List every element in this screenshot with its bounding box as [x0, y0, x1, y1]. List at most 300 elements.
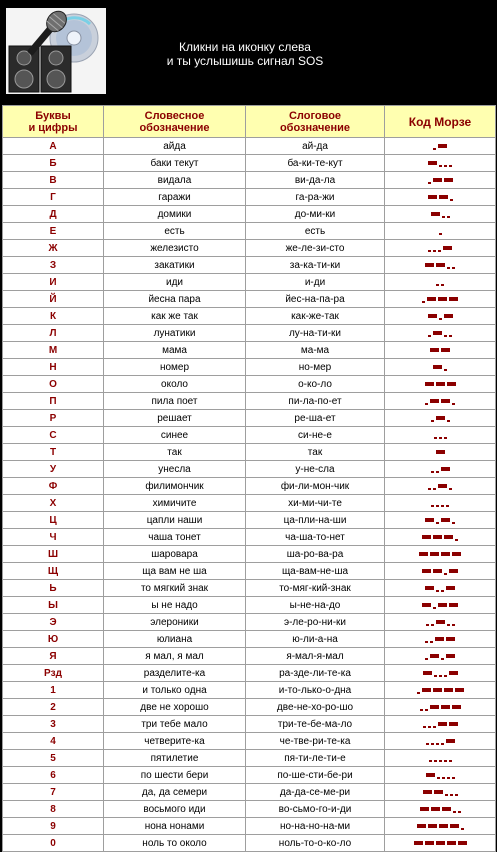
- letter-cell: Ю: [3, 631, 104, 648]
- syllable-cell: я-мал-я-мал: [246, 648, 385, 665]
- morse-dot: [417, 692, 420, 694]
- morse-dot: [420, 709, 423, 711]
- morse-dash: [423, 790, 432, 794]
- word-cell: элероники: [104, 614, 246, 631]
- letter-cell: М: [3, 342, 104, 359]
- header-letters: Буквы и цифры: [3, 106, 104, 138]
- morse-dash: [436, 263, 445, 267]
- morse-dot: [441, 284, 444, 286]
- table-row: [3, 427, 496, 444]
- table-row: [3, 138, 496, 155]
- morse-symbol: [422, 600, 458, 610]
- morse-symbol: [422, 294, 458, 304]
- morse-dash: [438, 603, 447, 607]
- syllable-cell: же-ле-зи-сто: [246, 240, 385, 257]
- header-morse-code: Код Морзе: [385, 106, 496, 138]
- morse-symbol: [431, 209, 450, 219]
- morse-dash: [438, 144, 447, 148]
- letter-cell: В: [3, 172, 104, 189]
- word-cell: унесла: [104, 461, 246, 478]
- morse-dot: [461, 828, 464, 830]
- morse-code-cell: [385, 427, 496, 444]
- morse-dot: [452, 267, 455, 269]
- table-row: [3, 597, 496, 614]
- morse-code-cell: [385, 376, 496, 393]
- syllable-cell: си-не-е: [246, 427, 385, 444]
- morse-symbol: [433, 362, 447, 372]
- morse-dot: [426, 743, 429, 745]
- table-body: [3, 138, 496, 852]
- morse-symbol: [423, 719, 458, 729]
- morse-dot: [431, 471, 434, 473]
- morse-code-cell: [385, 444, 496, 461]
- table-row: [3, 563, 496, 580]
- letter-cell: 5: [3, 750, 104, 767]
- morse-dash: [434, 790, 443, 794]
- syllable-cell: ба-ки-те-кут: [246, 155, 385, 172]
- table-row: [3, 682, 496, 699]
- morse-dot: [428, 488, 431, 490]
- syllable-cell: хи-ми-чи-те: [246, 495, 385, 512]
- letter-cell: У: [3, 461, 104, 478]
- morse-code-cell: [385, 563, 496, 580]
- table-row: [3, 172, 496, 189]
- morse-dash: [436, 416, 445, 420]
- morse-code-cell: [385, 614, 496, 631]
- speakers-cd-microphone-icon[interactable]: [6, 8, 106, 94]
- morse-dash: [444, 688, 453, 692]
- morse-dash: [436, 620, 445, 624]
- morse-dot: [434, 760, 437, 762]
- letter-cell: Ф: [3, 478, 104, 495]
- word-cell: домики: [104, 206, 246, 223]
- word-cell: йесна пара: [104, 291, 246, 308]
- table-row: [3, 410, 496, 427]
- morse-dot: [446, 505, 449, 507]
- morse-dot: [449, 488, 452, 490]
- morse-dot: [436, 284, 439, 286]
- morse-dot: [447, 216, 450, 218]
- morse-dot: [428, 726, 431, 728]
- morse-dot: [436, 590, 439, 592]
- morse-code-cell: [385, 682, 496, 699]
- morse-dash: [443, 246, 452, 250]
- morse-dash: [430, 705, 439, 709]
- morse-dash: [450, 824, 459, 828]
- morse-dot: [453, 811, 456, 813]
- morse-dot: [442, 216, 445, 218]
- morse-code-cell: [385, 818, 496, 835]
- morse-dash: [433, 331, 442, 335]
- letter-cell: А: [3, 138, 104, 155]
- morse-dash: [444, 178, 453, 182]
- morse-dot: [436, 743, 439, 745]
- morse-dash: [422, 688, 431, 692]
- header-word: Словесное обозначение: [104, 106, 246, 138]
- morse-dot: [423, 726, 426, 728]
- table-row: [3, 801, 496, 818]
- morse-dash: [449, 569, 458, 573]
- table-row: [3, 767, 496, 784]
- table-row: [3, 291, 496, 308]
- morse-symbol: [430, 345, 450, 355]
- sos-hint: [135, 40, 355, 68]
- morse-code-cell: [385, 359, 496, 376]
- table-row: [3, 665, 496, 682]
- letter-cell: Ц: [3, 512, 104, 529]
- table-row: [3, 512, 496, 529]
- morse-symbol: [426, 617, 455, 627]
- morse-dash: [430, 399, 439, 403]
- morse-code-cell: [385, 733, 496, 750]
- morse-code-cell: [385, 138, 496, 155]
- table-row: [3, 614, 496, 631]
- letter-cell: З: [3, 257, 104, 274]
- morse-dot: [433, 726, 436, 728]
- morse-dot: [444, 165, 447, 167]
- morse-dot: [426, 624, 429, 626]
- morse-dash: [446, 739, 455, 743]
- syllable-cell: ша-ро-ва-ра: [246, 546, 385, 563]
- morse-dash: [422, 569, 431, 573]
- morse-dash: [449, 671, 458, 675]
- morse-dash: [433, 535, 442, 539]
- morse-dot: [436, 522, 439, 524]
- morse-dot: [444, 437, 447, 439]
- morse-symbol: [436, 447, 445, 457]
- morse-dot: [444, 335, 447, 337]
- word-cell: химичите: [104, 495, 246, 512]
- morse-code-cell: [385, 699, 496, 716]
- morse-symbol: [423, 787, 458, 797]
- table-row: [3, 308, 496, 325]
- morse-dash: [431, 212, 440, 216]
- syllable-cell: так: [246, 444, 385, 461]
- hint-line-1: Кликни на иконку слева: [179, 40, 311, 54]
- morse-dash: [433, 178, 442, 182]
- morse-code-cell: [385, 835, 496, 852]
- table-row: [3, 750, 496, 767]
- letter-cell: Г: [3, 189, 104, 206]
- letter-cell: 1: [3, 682, 104, 699]
- morse-dot: [445, 794, 448, 796]
- word-cell: мама: [104, 342, 246, 359]
- morse-symbol: [419, 549, 461, 559]
- morse-code-cell: [385, 784, 496, 801]
- morse-dot: [452, 777, 455, 779]
- table-row: [3, 529, 496, 546]
- word-cell: пила поет: [104, 393, 246, 410]
- morse-dash: [428, 824, 437, 828]
- morse-dash: [446, 586, 455, 590]
- letter-cell: Ж: [3, 240, 104, 257]
- word-cell: иди: [104, 274, 246, 291]
- syllable-cell: до-ми-ки: [246, 206, 385, 223]
- morse-symbol: [431, 464, 450, 474]
- syllable-cell: ца-пли-на-ши: [246, 512, 385, 529]
- morse-symbol: [422, 532, 458, 542]
- morse-dash: [420, 807, 429, 811]
- morse-dash: [428, 161, 437, 165]
- table-row: [3, 274, 496, 291]
- morse-dot: [444, 675, 447, 677]
- table-row: [3, 580, 496, 597]
- morse-dot: [449, 760, 452, 762]
- letter-cell: 3: [3, 716, 104, 733]
- syllable-cell: йес-на-па-ра: [246, 291, 385, 308]
- morse-dash: [430, 654, 439, 658]
- morse-symbol: [425, 379, 456, 389]
- morse-dot: [450, 794, 453, 796]
- morse-dash: [441, 467, 450, 471]
- morse-symbol: [420, 702, 461, 712]
- morse-dash: [417, 824, 426, 828]
- morse-dot: [428, 182, 431, 184]
- morse-code-cell: [385, 716, 496, 733]
- table-row: [3, 257, 496, 274]
- syllable-cell: лу-на-ти-ки: [246, 325, 385, 342]
- morse-dot: [433, 488, 436, 490]
- morse-symbol: [428, 158, 452, 168]
- syllable-cell: ноль-то-о-ко-ло: [246, 835, 385, 852]
- morse-dot: [436, 505, 439, 507]
- morse-dash: [414, 841, 423, 845]
- morse-symbol: [436, 277, 444, 287]
- letter-cell: Й: [3, 291, 104, 308]
- morse-dash: [439, 195, 448, 199]
- morse-dash: [428, 195, 437, 199]
- morse-dash: [423, 671, 432, 675]
- morse-code-cell: [385, 410, 496, 427]
- morse-dot: [425, 403, 428, 405]
- morse-dot: [449, 165, 452, 167]
- morse-code-cell: [385, 155, 496, 172]
- word-cell: около: [104, 376, 246, 393]
- letter-cell: Д: [3, 206, 104, 223]
- morse-dash: [425, 518, 434, 522]
- word-cell: ща вам не ша: [104, 563, 246, 580]
- letter-cell: Р: [3, 410, 104, 427]
- word-cell: ы не надо: [104, 597, 246, 614]
- letter-cell: 0: [3, 835, 104, 852]
- morse-code-cell: [385, 240, 496, 257]
- table-row: [3, 716, 496, 733]
- morse-code-table: [2, 105, 496, 852]
- table-row: [3, 835, 496, 852]
- morse-dot: [422, 301, 425, 303]
- morse-symbol: [426, 770, 455, 780]
- morse-symbol: [428, 175, 453, 185]
- letter-cell: Н: [3, 359, 104, 376]
- morse-dot: [447, 624, 450, 626]
- morse-symbol: [426, 736, 455, 746]
- table-row: [3, 325, 496, 342]
- word-cell: так: [104, 444, 246, 461]
- table-row: [3, 444, 496, 461]
- morse-code-cell: [385, 308, 496, 325]
- morse-dot: [429, 760, 432, 762]
- letter-cell: Ш: [3, 546, 104, 563]
- word-cell: ноль то около: [104, 835, 246, 852]
- word-cell: две не хорошо: [104, 699, 246, 716]
- syllable-cell: то-мяг-кий-знак: [246, 580, 385, 597]
- letter-cell: Б: [3, 155, 104, 172]
- table-row: [3, 359, 496, 376]
- morse-dot: [444, 573, 447, 575]
- morse-dash: [441, 399, 450, 403]
- morse-symbol: [425, 651, 455, 661]
- letter-cell: Щ: [3, 563, 104, 580]
- syllable-cell: как-же-так: [246, 308, 385, 325]
- morse-code-cell: [385, 767, 496, 784]
- morse-dot: [447, 267, 450, 269]
- syllable-cell: за-ка-ти-ки: [246, 257, 385, 274]
- morse-symbol: [428, 481, 452, 491]
- table-row: [3, 546, 496, 563]
- table-row: [3, 631, 496, 648]
- morse-code-cell: [385, 512, 496, 529]
- syllable-cell: две-не-хо-ро-шо: [246, 699, 385, 716]
- table-row: [3, 733, 496, 750]
- morse-dot: [447, 420, 450, 422]
- morse-dot: [442, 777, 445, 779]
- letter-cell: К: [3, 308, 104, 325]
- morse-symbol: [428, 328, 452, 338]
- morse-symbol: [434, 430, 447, 440]
- morse-symbol: [429, 753, 452, 763]
- morse-dot: [452, 522, 455, 524]
- morse-dash: [438, 297, 447, 301]
- word-cell: айда: [104, 138, 246, 155]
- morse-symbol: [433, 141, 447, 151]
- morse-dash: [438, 722, 447, 726]
- word-cell: разделите-ка: [104, 665, 246, 682]
- morse-symbol: [439, 226, 442, 236]
- morse-dash: [444, 535, 453, 539]
- morse-code-cell: [385, 750, 496, 767]
- morse-code-cell: [385, 529, 496, 546]
- syllable-cell: по-ше-сти-бе-ри: [246, 767, 385, 784]
- morse-dot: [441, 590, 444, 592]
- table-row: [3, 223, 496, 240]
- morse-symbol: [420, 804, 461, 814]
- syllable-cell: ре-ша-ет: [246, 410, 385, 427]
- letter-cell: Рзд: [3, 665, 104, 682]
- syllable-cell: ща-вам-не-ша: [246, 563, 385, 580]
- letter-cell: Ь: [3, 580, 104, 597]
- morse-dot: [441, 658, 444, 660]
- letter-cell: 4: [3, 733, 104, 750]
- morse-dot: [428, 250, 431, 252]
- word-cell: и только одна: [104, 682, 246, 699]
- morse-symbol: [423, 668, 458, 678]
- morse-dot: [433, 607, 436, 609]
- morse-symbol: [428, 243, 452, 253]
- morse-dash: [419, 552, 428, 556]
- morse-dash: [422, 603, 431, 607]
- morse-dot: [425, 641, 428, 643]
- morse-dash: [428, 314, 437, 318]
- word-cell: то мягкий знак: [104, 580, 246, 597]
- morse-symbol: [428, 311, 453, 321]
- syllable-cell: ча-ша-то-нет: [246, 529, 385, 546]
- morse-symbol: [431, 498, 449, 508]
- letter-cell: Ы: [3, 597, 104, 614]
- morse-dash: [449, 603, 458, 607]
- word-cell: цапли наши: [104, 512, 246, 529]
- syllable-cell: че-тве-ри-те-ка: [246, 733, 385, 750]
- morse-dash: [435, 637, 444, 641]
- morse-dash: [452, 552, 461, 556]
- word-cell: да, да семери: [104, 784, 246, 801]
- morse-dash: [431, 807, 440, 811]
- morse-code-cell: [385, 631, 496, 648]
- morse-dash: [452, 705, 461, 709]
- morse-dash: [441, 552, 450, 556]
- hint-line-2: и ты услышишь сигнал SOS: [166, 54, 324, 68]
- word-cell: баки текут: [104, 155, 246, 172]
- syllable-cell: да-да-се-ме-ри: [246, 784, 385, 801]
- morse-symbol: [417, 685, 464, 695]
- letter-cell: П: [3, 393, 104, 410]
- syllable-cell: ви-да-ла: [246, 172, 385, 189]
- syllable-cell: пи-ла-по-ет: [246, 393, 385, 410]
- letter-cell: Я: [3, 648, 104, 665]
- table-row: [3, 461, 496, 478]
- morse-symbol: [425, 583, 455, 593]
- morse-dot: [444, 369, 447, 371]
- morse-code-cell: [385, 291, 496, 308]
- morse-dot: [439, 437, 442, 439]
- morse-dot: [450, 199, 453, 201]
- morse-dot: [447, 777, 450, 779]
- morse-dot: [433, 250, 436, 252]
- morse-dot: [428, 335, 431, 337]
- table-row: [3, 155, 496, 172]
- table-row: [3, 818, 496, 835]
- syllable-cell: есть: [246, 223, 385, 240]
- morse-dot: [436, 471, 439, 473]
- morse-dot: [438, 250, 441, 252]
- table-row: [3, 342, 496, 359]
- morse-code-cell: [385, 495, 496, 512]
- syllable-cell: три-те-бе-ма-ло: [246, 716, 385, 733]
- morse-dot: [425, 658, 428, 660]
- letter-cell: Л: [3, 325, 104, 342]
- syllable-cell: ы-не-на-до: [246, 597, 385, 614]
- syllable-cell: о-ко-ло: [246, 376, 385, 393]
- morse-dot: [434, 675, 437, 677]
- morse-dash: [433, 569, 442, 573]
- syllable-cell: э-ле-ро-ни-ки: [246, 614, 385, 631]
- morse-dash: [436, 382, 445, 386]
- morse-dash: [426, 773, 435, 777]
- word-cell: есть: [104, 223, 246, 240]
- syllable-cell: фи-ли-мон-чик: [246, 478, 385, 495]
- letter-cell: Т: [3, 444, 104, 461]
- morse-code-cell: [385, 393, 496, 410]
- word-cell: пятилетие: [104, 750, 246, 767]
- syllable-cell: ра-зде-ли-те-ка: [246, 665, 385, 682]
- morse-code-cell: [385, 206, 496, 223]
- morse-dash: [439, 824, 448, 828]
- letter-cell: 7: [3, 784, 104, 801]
- word-cell: гаражи: [104, 189, 246, 206]
- word-cell: номер: [104, 359, 246, 376]
- morse-dash: [433, 688, 442, 692]
- morse-code-cell: [385, 546, 496, 563]
- morse-code-cell: [385, 172, 496, 189]
